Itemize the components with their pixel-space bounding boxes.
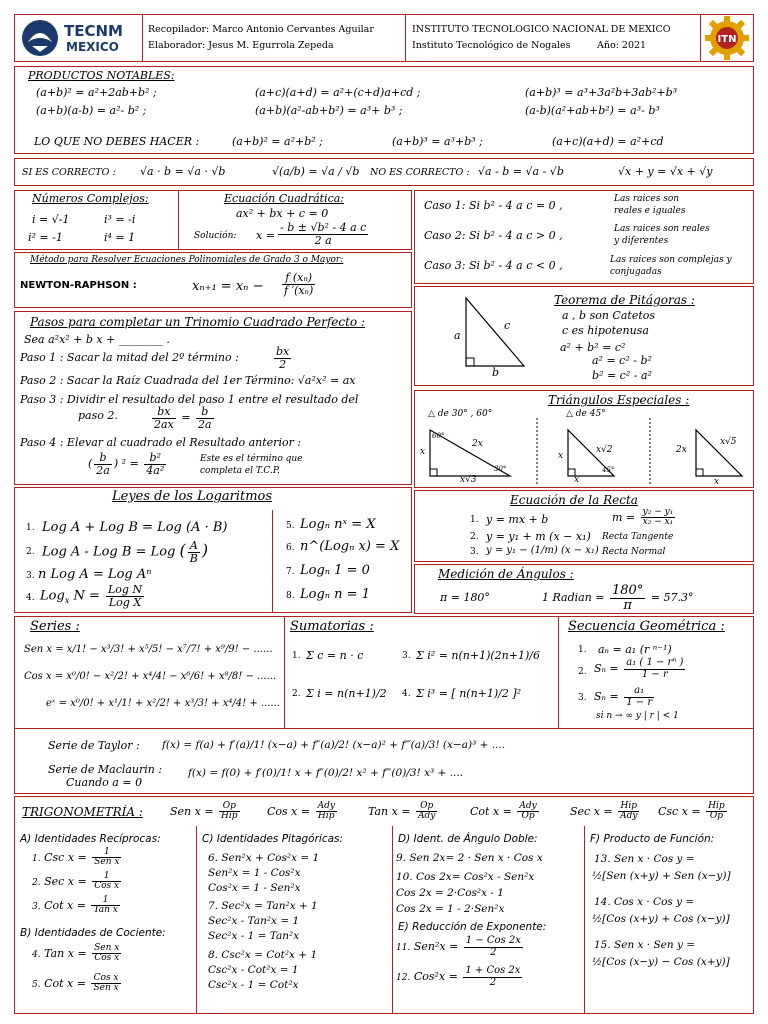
complejo-i4: i⁴ = 1 <box>104 231 136 244</box>
angulos-rad-den: π <box>623 597 632 613</box>
pitagoras-a: a <box>454 329 461 342</box>
no-hacer-2: (a+b)³ = a³+b³ ; <box>392 135 483 148</box>
tcp-paso-3-fracs <box>150 406 216 430</box>
trig-a-1-num: 1. <box>32 853 41 864</box>
log-4-lhs: Log <box>40 588 65 604</box>
angulos-rad-num: 180° <box>612 583 644 598</box>
header-institute: INSTITUTO TECNOLOGICO NACIONAL DE MEXICO <box>412 24 671 35</box>
trig-c-title: C) Identidades Pitagóricas: <box>202 833 344 845</box>
especiales-t2: △ de 45° <box>566 409 606 419</box>
caso-3-note-b: conjugadas <box>610 267 662 277</box>
newton-num: f (xₙ) <box>282 272 315 285</box>
serie-exp: eˣ = x⁰/0! + x¹/1! + x²/2! + x³/3! + x⁴/4! + ...... <box>46 698 280 709</box>
cuadratica-title: Ecuación Cuadrática: <box>224 192 344 205</box>
producto-3: (a+b)³ = a³+3a²b+3ab²+b³ <box>525 86 678 99</box>
trig-e-2-frac-den: 2 <box>489 976 497 988</box>
pitagoras-l3: a² + b² = c² <box>560 341 626 354</box>
cuadratica-sol-label: Solución: <box>194 231 237 241</box>
angulos-title: Medición de Ángulos : <box>438 567 574 581</box>
trig-f-title: F) Producto de Función: <box>590 833 715 845</box>
tcp-paso-3a: Paso 3 : Dividir el resultado del paso 1 entre el resultado del <box>20 393 359 406</box>
series-divider-2 <box>558 616 559 728</box>
angulos-rad <box>542 584 694 612</box>
trig-b-1-lhs: Tan x = <box>44 946 87 960</box>
tcp-paso-1: Paso 1 : Sacar la mitad del 2º término : <box>20 351 239 364</box>
trig-f-3a: 15. Sen x · Sen y = <box>594 939 696 951</box>
sumatorias-title: Sumatorias : <box>290 619 374 634</box>
trig-a-title: A) Identidades Recíprocas: <box>20 833 161 845</box>
pitagoras-b: b <box>492 366 500 379</box>
no-correcto-2: √x + y = √x + √y <box>618 165 713 178</box>
trig-e-1-num: 11. <box>396 943 411 953</box>
caso-1-note-a: Las raices son <box>614 194 680 204</box>
header-divider <box>405 14 406 62</box>
esp-2x-2: 2x <box>676 445 687 455</box>
tcp-paso-4: Paso 4 : Elevar al cuadrado el Resultado anterior : <box>20 436 302 449</box>
trig-a-3 <box>32 896 122 916</box>
trig-e-2-num: 12. <box>396 973 411 983</box>
pitagoras-l2: c es hipotenusa <box>562 324 649 337</box>
caso-2-note-b: y diferentes <box>614 236 669 246</box>
trig-def-3-lhs: Cot x = <box>470 804 512 818</box>
angulos-rad-lhs: 1 Radian = <box>542 591 605 605</box>
cuadratica-sol-lhs: x = <box>256 229 275 242</box>
tcp-paso-4-num-2: b² <box>144 452 166 465</box>
header-divider <box>700 14 701 62</box>
esp-x-3: x <box>574 475 580 485</box>
recta-num-3: 3. <box>470 547 479 557</box>
tcp-paso-1-den: 2 <box>279 357 287 371</box>
productos-title: PRODUCTOS NOTABLES: <box>28 69 175 82</box>
trig-a-2-lhs: Sec x = <box>44 874 87 888</box>
log-num-8: 8. <box>286 591 295 601</box>
producto-2: (a+c)(a+d) = a²+(c+d)a+cd ; <box>255 86 421 99</box>
trig-def-1-num: Ady <box>317 801 335 811</box>
trig-d-2: 10. Cos 2x= Cos²x - Sen²x <box>396 871 535 883</box>
log-num-7: 7. <box>286 567 295 577</box>
log-num-1: 1. <box>26 523 35 533</box>
trig-a-1 <box>32 848 123 868</box>
cuadratica-sol-den: 2 a <box>314 233 332 247</box>
newton-title: Método para Resolver Ecuaciones Polinomiales de Grado 3 o Mayor: <box>30 255 344 265</box>
no-correcto-1: √a - b = √a - √b <box>478 165 564 178</box>
series-divider-1 <box>284 616 285 728</box>
series-divider-h <box>14 728 754 729</box>
trig-f-2a: 14. Cos x · Cos y = <box>594 896 695 908</box>
trig-b-title: B) Identidades de Cociente: <box>20 927 166 939</box>
suma-4: Σ i³ = [ n(n+1)/2 ]² <box>416 687 522 700</box>
trig-def-3 <box>470 802 541 822</box>
log-8: Logₙ n = 1 <box>300 587 370 602</box>
trig-c-1: 6. Sen²x + Cos²x = 1 <box>208 852 320 864</box>
esp-2x-1: 2x <box>472 439 483 449</box>
tcp-note-1: Este es el término que <box>200 454 303 464</box>
recta-3-note: Recta Normal <box>602 547 666 557</box>
si-correcto-label: SI ES CORRECTO : <box>22 167 116 178</box>
suma-num-2: 2. <box>292 689 301 699</box>
serie-cos: Cos x = x⁰/0! − x²/2! + x⁴/4! − x⁶/6! + x⁸/8! − ...... <box>24 671 277 682</box>
log-2: Log A - Log B = Log ( $\frac{A}{B}$ ) <box>42 539 209 565</box>
trig-def-3-num: Ady <box>519 801 537 811</box>
trig-e-2-lhs: Cos²x = <box>413 970 458 983</box>
producto-1: (a+b)² = a²+2ab+b² ; <box>36 86 157 99</box>
trig-def-2-lhs: Tan x = <box>368 804 411 818</box>
trig-b-1-num: 4. <box>32 949 41 960</box>
tcp-paso-4-eq: ² = <box>121 457 139 471</box>
trig-b-2-num: 5. <box>32 979 41 990</box>
trig-a-3-frac-num: 1 <box>91 896 119 906</box>
esp-60: 60° <box>432 432 445 440</box>
esp-x3: x√3 <box>460 475 477 485</box>
tcp-paso-1-frac <box>272 346 293 370</box>
caso-2-note-a: Las raices son reales <box>614 224 710 234</box>
maclaurin-label-1: Serie de Maclaurin : <box>48 763 163 776</box>
tcp-paso-4-fracs: ( $\frac{b}{2a}$ ) ² = $\frac{\text{b²}}{\text{4a²}}$ <box>88 451 165 477</box>
tcp-title: Pasos para completar un Trinomio Cuadrado Perfecto : <box>30 315 366 329</box>
recta-num-2: 2. <box>470 532 479 542</box>
trig-d-3: Cos 2x = 2·Cos²x - 1 <box>396 887 504 899</box>
recta-3: y = y₁ − (1/m) (x − x₁) <box>486 545 599 556</box>
trig-c-2: Sen²x = 1 - Cos²x <box>208 867 301 879</box>
trig-b-2-frac-num: Cos x <box>91 974 120 984</box>
tcp-paso-4-num-1: b <box>94 452 112 465</box>
suma-num-4: 4. <box>402 689 411 699</box>
newton-label: NEWTON-RAPHSON : <box>20 280 137 291</box>
right-triangle-diagram <box>450 290 550 380</box>
log-num-5: 5. <box>286 521 295 531</box>
recta-num-1: 1. <box>470 515 479 525</box>
header-year: Año: 2021 <box>597 40 647 51</box>
trig-d-1: 9. Sen 2x= 2 · Sen x · Cos x <box>396 852 543 864</box>
tcp-paso-4-den-2: 4a² <box>146 463 165 477</box>
pitagoras-title: Teorema de Pitágoras : <box>554 293 695 307</box>
trig-d-4: Cos 2x = 1 - 2·Sen²x <box>396 903 505 915</box>
trig-b-1-frac-den: Cos x <box>94 953 120 964</box>
trig-e-1-frac-den: 2 <box>490 946 497 958</box>
log-4-den: Log X <box>108 595 142 609</box>
complejos-title: Números Complejos: <box>32 192 149 205</box>
logo-text-mexico: MEXICO <box>66 40 119 54</box>
trig-f-1b: ½[Sen (x+y) + Sen (x−y)] <box>592 870 731 882</box>
recta-m-num: y₂ − y₁ <box>642 507 674 517</box>
log-2-lhs: Log A - Log B = Log <box>42 544 176 560</box>
suma-num-3: 3. <box>402 651 411 661</box>
trig-def-0-den: Hip <box>221 811 238 822</box>
no-hacer-1: (a+b)² = a²+b² ; <box>232 135 323 148</box>
trig-a-3-num: 3. <box>32 901 41 912</box>
trig-defs <box>170 800 750 826</box>
trig-a-2-frac-num: 1 <box>92 872 121 882</box>
trig-c-4: 7. Sec²x = Tan²x + 1 <box>208 900 318 912</box>
trig-c-6: Sec²x - 1 = Tan²x <box>208 930 300 942</box>
tecnm-logo <box>20 18 140 58</box>
tcp-paso-3-den-2: 2a <box>197 417 212 431</box>
trig-def-1-lhs: Cos x = <box>267 804 311 818</box>
trig-e-2-frac-num: 1 + Cos 2x <box>465 965 521 976</box>
svg-text:ITN: ITN <box>717 34 737 45</box>
tcp-paso-2: Paso 2 : Sacar la Raíz Cuadrada del 1er Término: √a²x² = ax <box>20 374 356 387</box>
log-5: Logₙ nˣ = X <box>300 517 376 532</box>
esp-x-2: x <box>558 451 564 461</box>
suma-3: Σ i² = n(n+1)(2n+1)/6 <box>416 649 540 662</box>
trig-divider-1 <box>196 826 197 1014</box>
geo-2-den: 1 − r <box>641 668 668 680</box>
recta-m <box>612 508 677 528</box>
si-correcto-2: √(a/b) = √a / √b <box>272 165 360 178</box>
taylor-label: Serie de Taylor : <box>48 739 140 752</box>
pitagoras-l1: a , b son Catetos <box>562 309 656 322</box>
log-4 <box>40 584 146 608</box>
trig-b-1 <box>32 944 123 964</box>
no-hacer-title: LO QUE NO DEBES HACER : <box>34 135 200 148</box>
gear-logo-icon <box>704 15 750 61</box>
angulos-rad-eq: = 57.3° <box>650 591 694 605</box>
log-1: Log A + Log B = Log (A · B) <box>42 520 228 535</box>
logaritmos-title: Leyes de los Logaritmos <box>112 489 273 504</box>
maclaurin-label-2: Cuando a = 0 <box>66 776 143 789</box>
trig-b-2 <box>32 974 123 994</box>
tcp-paso-3-eq: = <box>181 411 191 425</box>
trig-b-2-frac-den: Sen x <box>93 983 119 994</box>
esp-x5: x√5 <box>720 437 737 447</box>
angulos-pi: π = 180° <box>440 591 490 604</box>
trig-def-4-lhs: Sec x = <box>570 804 613 818</box>
header-campus: Instituto Tecnológico de Nogales <box>412 40 571 51</box>
recta-2: y = y₁ + m (x − x₁) <box>486 530 591 543</box>
caso-1: Caso 1: Si b² - 4 a c = 0 , <box>424 199 563 212</box>
trig-e-2 <box>396 966 524 988</box>
geo-3-num: a₁ <box>624 686 654 698</box>
newton-frac <box>280 272 317 296</box>
recta-1: y = mx + b <box>486 513 549 526</box>
log-3: n Log A = Log Aⁿ <box>38 567 152 582</box>
suma-num-1: 1. <box>292 651 301 661</box>
trig-def-4-den: Ady <box>620 811 638 822</box>
trig-c-9: Csc²x - 1 = Cot²x <box>208 979 299 991</box>
header-author: Elaborador: Jesus M. Egurrola Zepeda <box>148 40 334 51</box>
cuadratica-sol-num: - b ± √b² - 4 a c <box>280 221 367 234</box>
maclaurin-eq: f(x) = f(0) + f′(0)/1! x + f″(0)/2! x² + f‴(0)/3! x³ + .... <box>188 767 464 779</box>
trig-f-2b: ½[Cos (x+y) + Cos (x−y)] <box>592 913 730 925</box>
log-num-3: 3. <box>26 571 35 581</box>
logo-text-tecnm: TECNM <box>64 22 123 40</box>
trig-b-2-lhs: Cot x = <box>44 976 86 990</box>
si-correcto-1: √a · b = √a · √b <box>140 165 226 178</box>
esp-x2: x√2 <box>596 445 613 455</box>
tcp-sea: Sea a²x² + b x + ________ . <box>24 333 170 346</box>
producto-5: (a+b)(a²-ab+b²) = a³+ b³ ; <box>255 104 403 117</box>
geo-3 <box>594 686 656 708</box>
tcp-note-2: completa el T.C.P. <box>200 466 280 476</box>
trig-divider-3 <box>584 826 585 1014</box>
geo-2-num: a₁ ( 1 − rⁿ ) <box>626 657 684 668</box>
especiales-t1: △ de 30° , 60° <box>428 409 493 419</box>
trig-a-1-frac-num: 1 <box>92 848 121 858</box>
trig-def-5-num: Hip <box>708 801 725 811</box>
trig-c-8: Csc²x - Cot²x = 1 <box>208 964 299 976</box>
series-title: Series : <box>30 619 80 634</box>
recta-m-den: x₂ − x₁ <box>642 517 674 528</box>
trig-a-2-num: 2. <box>32 877 41 888</box>
log-4-num: Log N <box>107 583 143 596</box>
log-num-2: 2. <box>26 547 35 557</box>
eagle-emblem-icon <box>20 18 60 58</box>
trig-f-3b: ½[Cos (x−y) − Cos (x+y)] <box>592 956 730 968</box>
recta-title: Ecuación de la Recta <box>510 493 638 507</box>
recta-2-note: Recta Tangente <box>602 532 674 542</box>
trig-def-0-num: Op <box>219 802 240 812</box>
trig-e-title: E) Reducción de Exponente: <box>398 921 547 933</box>
pitagoras-l4: a² = c² - b² <box>592 354 652 367</box>
trig-f-1a: 13. Sen x · Cos y = <box>594 853 695 865</box>
tcp-paso-4-den-1: 2a <box>96 463 110 477</box>
suma-1: Σ c = n · c <box>306 649 364 662</box>
trig-def-2 <box>368 802 439 822</box>
trig-def-5-den: Op <box>709 811 723 822</box>
trig-def-0 <box>170 802 242 822</box>
caso-3: Caso 3: Si b² - 4 a c < 0 , <box>424 259 563 272</box>
no-correcto-label: NO ES CORRECTO : <box>370 167 470 178</box>
trig-def-0-lhs: Sen x = <box>170 804 214 818</box>
log-6: n^(Logₙ x) = X <box>300 539 400 554</box>
trig-e-1 <box>396 936 525 958</box>
trig-a-3-lhs: Cot x = <box>44 898 86 912</box>
trig-b-1-frac-num: Sen x <box>94 943 120 953</box>
newton-den: f ′(xₙ) <box>284 283 314 297</box>
trig-c-7: 8. Csc²x = Cot²x + 1 <box>208 949 318 961</box>
trig-def-2-den: Ady <box>418 811 436 822</box>
trig-def-5 <box>658 802 729 822</box>
tcp-paso-3-den-1: 2ax <box>154 417 174 431</box>
geo-3-lhs: Sₙ = <box>594 690 619 703</box>
complejo-i2: i² = -1 <box>28 231 63 244</box>
trig-def-3-den: Op <box>521 811 535 822</box>
geometrica-title: Secuencia Geométrica : <box>568 619 725 634</box>
no-hacer-3: (a+c)(a+d) = a²+cd <box>552 135 664 148</box>
esp-45: 45° <box>602 466 615 474</box>
trig-def-1 <box>267 802 339 822</box>
logaritmos-divider <box>272 510 273 613</box>
trig-divider-2 <box>392 826 393 1014</box>
serie-sen: Sen x = x/1! − x³/3! + x⁵/5! − x⁷/7! + x⁹/9! − ...... <box>24 644 273 655</box>
geo-2-lhs: Sₙ = <box>594 662 619 675</box>
tcp-paso-3b: paso 2. <box>78 409 118 422</box>
recta-m-lhs: m = <box>612 510 636 524</box>
trig-c-3: Cos²x = 1 - Sen²x <box>208 882 301 894</box>
log-2-num: A <box>188 540 200 553</box>
complejo-i1: i = √-1 <box>32 213 70 226</box>
newton-lhs: xₙ₊₁ = xₙ − <box>192 279 264 294</box>
suma-2: Σ i = n(n+1)/2 <box>306 687 387 700</box>
taylor-eq: f(x) = f(a) + f′(a)/1! (x−a) + f″(a)/2! (x−a)² + f‴(a)/3! (x−a)³ + .... <box>162 739 506 751</box>
trig-def-5-lhs: Csc x = <box>658 804 701 818</box>
caso-3-note-a: Las raices son complejas y <box>610 255 732 265</box>
trig-a-2 <box>32 872 123 892</box>
especiales-title: Triángulos Especiales : <box>548 393 690 407</box>
cuadratica-eq: ax² + bx + c = 0 <box>236 207 329 220</box>
geo-num-2: 2. <box>578 667 587 677</box>
log-2-den: B <box>189 551 198 565</box>
header-divider <box>142 14 143 62</box>
trig-e-1-frac-num: 1 − Cos 2x <box>465 935 521 946</box>
trig-title: TRIGONOMETRÍA : <box>22 805 143 819</box>
producto-6: (a-b)(a²+ab+b²) = a³- b³ <box>525 104 660 117</box>
log-num-4: 4. <box>26 593 35 603</box>
geo-2 <box>594 658 687 680</box>
tcp-paso-3-num-2: b <box>196 406 214 419</box>
cuadratica-sol-frac <box>276 222 370 246</box>
trig-def-1-den: Hip <box>318 811 335 822</box>
trig-a-1-lhs: Csc x = <box>44 850 87 864</box>
trig-def-2-num: Op <box>416 802 437 812</box>
tcp-paso-1-num: bx <box>276 345 290 358</box>
pitagoras-c: c <box>504 319 511 332</box>
log-4-sub: x <box>64 596 70 606</box>
header-compiler: Recopilador: Marco Antonio Cervantes Aguilar <box>148 24 374 35</box>
log-4-mid: N = <box>73 588 100 604</box>
trig-c-5: Sec²x - Tan²x = 1 <box>208 915 300 927</box>
geo-1: aₙ = a₁ (r ⁿ⁻¹) <box>598 643 672 656</box>
trig-d-title: D) Ident. de Ángulo Doble: <box>398 833 538 845</box>
complejo-i3: i³ = -i <box>104 213 136 226</box>
complejos-divider <box>178 190 179 250</box>
trig-a-3-frac-den: Tan x <box>93 905 118 916</box>
trig-def-4-num: Hip <box>618 802 639 812</box>
trig-def-4 <box>570 802 641 822</box>
geo-num-3: 3. <box>578 693 587 703</box>
trig-a-2-frac-den: Cos x <box>94 881 120 892</box>
geo-num-1: 1. <box>578 645 587 655</box>
esp-x-1: x <box>420 447 426 457</box>
log-num-6: 6. <box>286 543 295 553</box>
tcp-paso-3-num-1: bx <box>152 406 176 419</box>
pitagoras-l5: b² = c² - a² <box>592 369 652 382</box>
esp-x-4: x <box>714 477 720 487</box>
producto-4: (a+b)(a-b) = a²- b² ; <box>36 104 147 117</box>
trig-e-1-lhs: Sen²x = <box>413 940 459 953</box>
geo-3-cond: si n → ∞ y | r | < 1 <box>596 711 679 721</box>
esp-30: 30° <box>494 465 507 473</box>
caso-2: Caso 2: Si b² - 4 a c > 0 , <box>424 229 563 242</box>
trig-a-1-frac-den: Sen x <box>94 857 120 868</box>
log-7: Logₙ 1 = 0 <box>300 563 370 578</box>
caso-1-note-b: reales e iguales <box>614 206 686 216</box>
geo-3-den: 1 − r <box>626 696 653 708</box>
